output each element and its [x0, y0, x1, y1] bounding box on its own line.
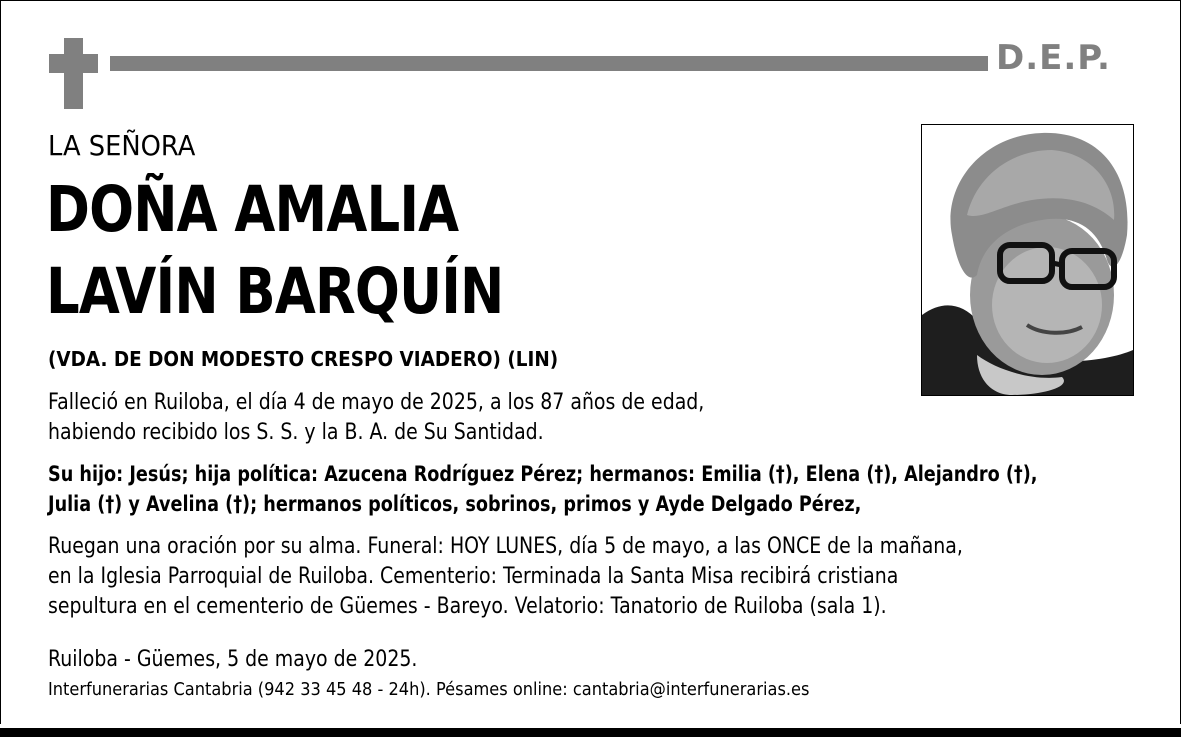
dep-label: D.E.P.	[996, 38, 1111, 78]
widow-subtitle: (VDA. DE DON MODESTO CRESPO VIADERO) (LIN)	[48, 347, 559, 371]
death-line-1: Falleció en Ruiloba, el día 4 de mayo de 2025, a los 87 años de edad,	[48, 390, 705, 415]
ceremony-line-2: en la Iglesia Parroquial de Ruiloba. Cementerio: Terminada la Santa Misa recibirá cristiana	[48, 564, 899, 589]
bottom-rule	[0, 728, 1181, 737]
portrait-photo	[921, 124, 1134, 396]
deceased-name-line-2: LAVÍN BARQUÍN	[46, 255, 504, 328]
place-date: Ruiloba - Güemes, 5 de mayo de 2025.	[48, 647, 418, 672]
death-line-2: habiendo recibido los S. S. y la B. A. de Su Santidad.	[48, 420, 544, 445]
family-line-2: Julia (†) y Avelina (†); hermanos políticos, sobrinos, primos y Ayde Delgado Pérez,	[48, 492, 862, 516]
deceased-name-line-1: DOÑA AMALIA	[46, 173, 459, 246]
contact-line: Interfunerarias Cantabria (942 33 45 48 - 24h). Pésames online: cantabria@interfunerarias.es	[48, 679, 810, 700]
intro-label: LA SEÑORA	[48, 129, 196, 162]
header-rule	[110, 56, 988, 71]
cross-icon	[49, 38, 98, 109]
ceremony-line-3: sepultura en el cementerio de Güemes - Bareyo. Velatorio: Tanatorio de Ruiloba (sala 1).	[48, 594, 887, 619]
ceremony-line-1: Ruegan una oración por su alma. Funeral: HOY LUNES, día 5 de mayo, a las ONCE de la mañana,	[48, 534, 963, 559]
family-line-1: Su hijo: Jesús; hija política: Azucena Rodríguez Pérez; hermanos: Emilia (†), Elena (†), Alejandro (†),	[48, 462, 1038, 486]
